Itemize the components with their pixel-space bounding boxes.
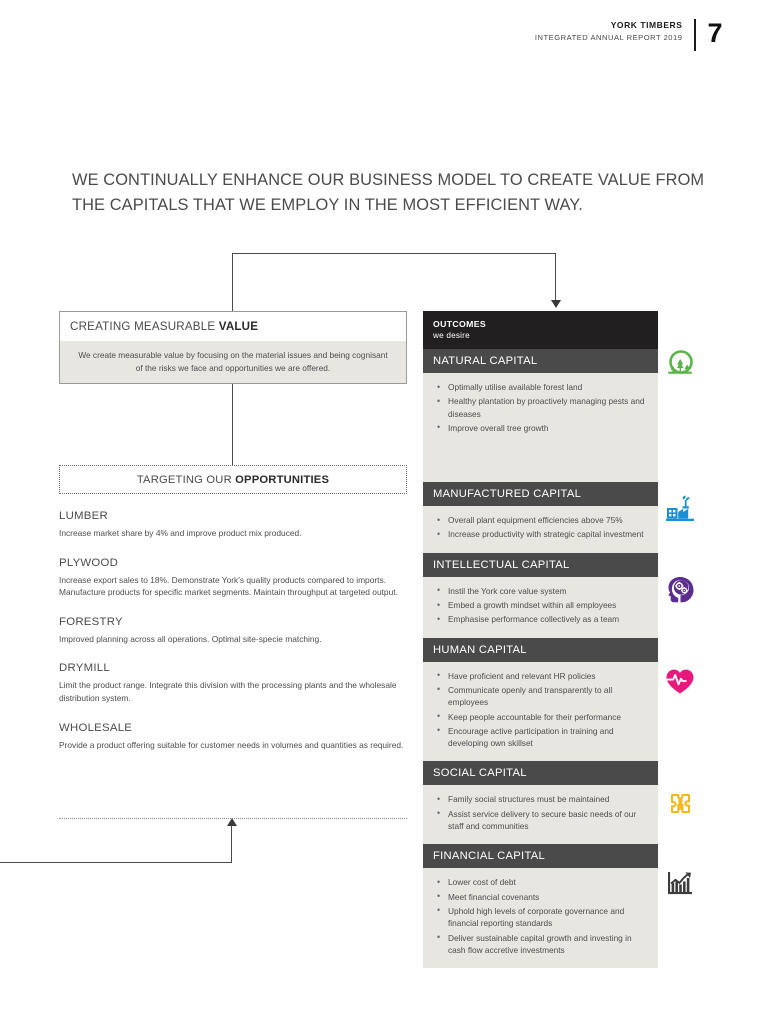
list-item: • Keep people accountable for their performance <box>436 711 646 723</box>
division-description: Increase export sales to 18%. Demonstrate York's quality products compared to imports. Manufacture products for specific market segments. Maintain throughput at targeted output. <box>59 574 398 598</box>
capital-items-financial <box>436 876 646 956</box>
creating-measurable-value-box <box>59 311 407 384</box>
list-item: • Embed a growth mindset within all employees <box>436 599 646 611</box>
report-title: INTEGRATED ANNUAL REPORT 2019 <box>534 33 683 42</box>
brand-name: YORK TIMBERS <box>610 20 683 30</box>
outcomes-header <box>423 311 658 349</box>
capital-body-manufactured <box>423 506 658 553</box>
connector-bottom-horizontal <box>0 862 232 863</box>
list-item: • Meet financial covenants <box>436 891 646 903</box>
list-item: • Have proficient and relevant HR policies <box>436 670 646 682</box>
arrow-into-baseline-icon <box>227 818 237 826</box>
forest-circle-icon <box>664 348 696 380</box>
capital-header-natural: NATURAL CAPITAL <box>423 349 658 373</box>
division-description: Provide a product offering suitable for customer needs in volumes and quantities as required. <box>59 739 404 750</box>
list-item: • Improve overall tree growth <box>436 422 646 434</box>
capital-items-social <box>436 793 646 832</box>
outcomes-header-subtitle: we desire <box>433 331 470 340</box>
capital-body-human <box>423 662 658 762</box>
factory-icon <box>664 492 696 524</box>
growth-chart-icon <box>664 868 696 900</box>
division-item <box>59 722 407 752</box>
list-item: • Family social structures must be maintained <box>436 793 646 805</box>
division-description: Limit the product range. Integrate this division with the processing plants and the wholesale distribution system. <box>59 680 397 703</box>
capital-items-manufactured <box>436 514 646 541</box>
opportunities-box-title <box>137 474 329 486</box>
list-item: • Instil the York core value system <box>436 585 646 597</box>
list-item: • Lower cost of debt <box>436 876 646 888</box>
value-box-title-plain: CREATING MEASURABLE <box>70 320 219 333</box>
capital-header-social: SOCIAL CAPITAL <box>423 761 658 785</box>
puzzle-person-icon <box>664 790 696 822</box>
value-box-description: We create measurable value by focusing on the material issues and being cognisant of the risks we face and opportunities we are offered. <box>60 341 406 383</box>
page-number: 7 <box>707 18 722 48</box>
dotted-baseline-divider <box>59 818 407 819</box>
opportunities-title-bold: OPPORTUNITIES <box>235 473 330 486</box>
division-name: WHOLESALE <box>59 721 133 734</box>
page-header <box>535 18 722 51</box>
division-item <box>59 616 407 646</box>
arrow-into-outcomes-icon <box>551 300 561 308</box>
division-name: FORESTRY <box>59 615 123 628</box>
capital-body-intellectual <box>423 577 658 638</box>
capital-body-social <box>423 785 658 844</box>
capital-spacer <box>423 446 658 482</box>
division-name: LUMBER <box>59 510 108 522</box>
divisions-list <box>59 510 407 768</box>
list-item: • Communicate openly and transparently to all employees <box>436 684 646 709</box>
connector-opportunities-up <box>232 375 233 465</box>
division-item <box>59 662 407 704</box>
list-item: • Uphold high levels of corporate governance and financial reporting standards <box>436 905 646 930</box>
connector-top-horizontal <box>232 253 556 254</box>
targeting-opportunities-box <box>59 465 407 494</box>
connector-bottom-up <box>231 826 232 863</box>
head-gears-icon <box>664 574 696 606</box>
capital-body-financial <box>423 868 658 968</box>
list-item: • Assist service delivery to secure basic needs of our staff and communities <box>436 808 646 833</box>
capital-header-human: HUMAN CAPITAL <box>423 638 658 662</box>
value-box-title <box>60 312 406 341</box>
list-item: • Emphasise performance collectively as a team <box>436 613 646 625</box>
list-item: • Overall plant equipment efficiencies above 75% <box>436 514 646 526</box>
connector-value-up <box>232 253 233 311</box>
outcomes-panel <box>423 311 658 968</box>
connector-outcomes-down <box>555 253 556 301</box>
capital-items-human <box>436 670 646 750</box>
capital-items-intellectual <box>436 585 646 626</box>
division-name: PLYWOOD <box>59 556 119 569</box>
capital-header-intellectual: INTELLECTUAL CAPITAL <box>423 553 658 577</box>
division-description: Increase market share by 4% and improve product mix produced. <box>59 528 302 538</box>
capital-header-financial: FINANCIAL CAPITAL <box>423 844 658 868</box>
list-item: • Increase productivity with strategic capital investment <box>436 528 646 540</box>
list-item: • Optimally utilise available forest land <box>436 381 646 393</box>
division-name: DRYMILL <box>59 662 110 675</box>
division-item <box>59 557 407 599</box>
page-title: WE CONTINUALLY ENHANCE OUR BUSINESS MODEL TO CREATE VALUE FROM THE CAPITALS THAT WE EMPLOY IN THE MOST EFFICIENT WAY. <box>72 171 705 214</box>
list-item: • Deliver sustainable capital growth and investing in cash flow accretive investments <box>436 932 646 957</box>
capital-body-natural <box>423 373 658 446</box>
value-box-title-bold: VALUE <box>218 320 259 333</box>
capital-items-natural <box>436 381 646 434</box>
heart-pulse-icon <box>664 666 696 698</box>
header-text-block <box>535 18 695 44</box>
division-item <box>59 510 407 540</box>
division-description: Improved planning across all operations. Optimal site-specie matching. <box>59 633 322 644</box>
opportunities-title-plain: TARGETING OUR <box>136 473 236 486</box>
capital-header-manufactured: MANUFACTURED CAPITAL <box>423 482 658 506</box>
list-item: • Healthy plantation by proactively managing pests and diseases <box>436 395 646 420</box>
list-item: • Encourage active participation in training and developing own skillset <box>436 725 646 750</box>
outcomes-header-title: OUTCOMES <box>433 319 486 329</box>
